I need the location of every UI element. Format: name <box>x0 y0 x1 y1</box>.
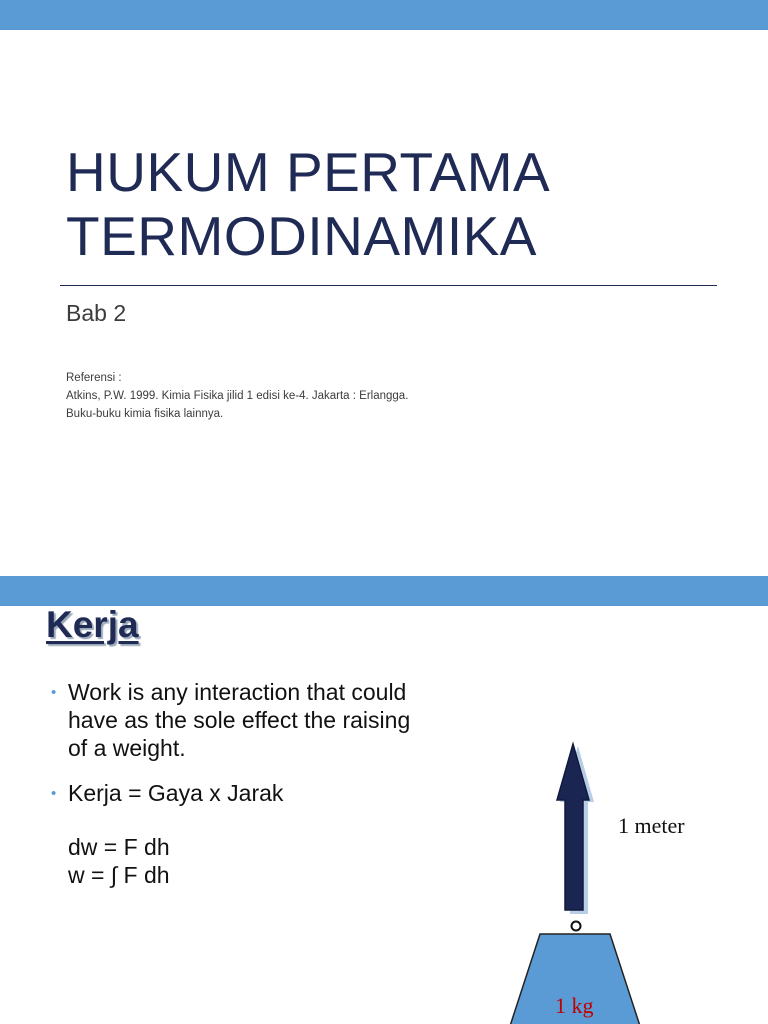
references-block <box>66 369 408 423</box>
reference-heading: Referensi : <box>66 372 122 384</box>
slide-title-line-2: TERMODINAMIKA <box>66 205 537 267</box>
bullet-line: of a weight. <box>68 735 186 761</box>
slide-title <box>66 140 550 268</box>
reference-item: Buku-buku kimia fisika lainnya. <box>66 408 224 420</box>
height-label: 1 meter <box>618 813 685 838</box>
slide-title-line-1: HUKUM PERTAMA <box>66 141 551 203</box>
slide-top-bar <box>0 0 768 30</box>
weight-label: 1 kg <box>555 993 594 1018</box>
bullet-line: have as the sole effect the raising <box>68 707 411 733</box>
slide-top-bar <box>0 576 768 606</box>
reference-item: Atkins, P.W. 1999. Kimia Fisika jilid 1 edisi ke-4. Jakarta : Erlangga. <box>66 390 409 402</box>
slide-heading: Kerja <box>46 604 139 645</box>
circle-icon <box>572 922 581 931</box>
bullet-line: Work is any interaction that could <box>68 679 407 705</box>
formula-block <box>68 833 490 889</box>
kerja-slide <box>0 576 768 1024</box>
bullet-item <box>50 678 490 762</box>
slide-subtitle: Bab 2 <box>66 300 127 326</box>
title-divider <box>60 285 717 286</box>
bullet-list <box>50 678 490 889</box>
bullet-dot-icon: • <box>51 684 57 701</box>
bullet-line: Kerja = Gaya x Jarak <box>68 780 284 806</box>
formula-line: dw = F dh <box>68 834 170 860</box>
bullet-dot-icon: • <box>51 785 57 802</box>
bullet-item <box>50 779 490 889</box>
weight-lifting-diagram <box>500 736 760 1024</box>
formula-line: w = ∫ F dh <box>68 862 170 888</box>
